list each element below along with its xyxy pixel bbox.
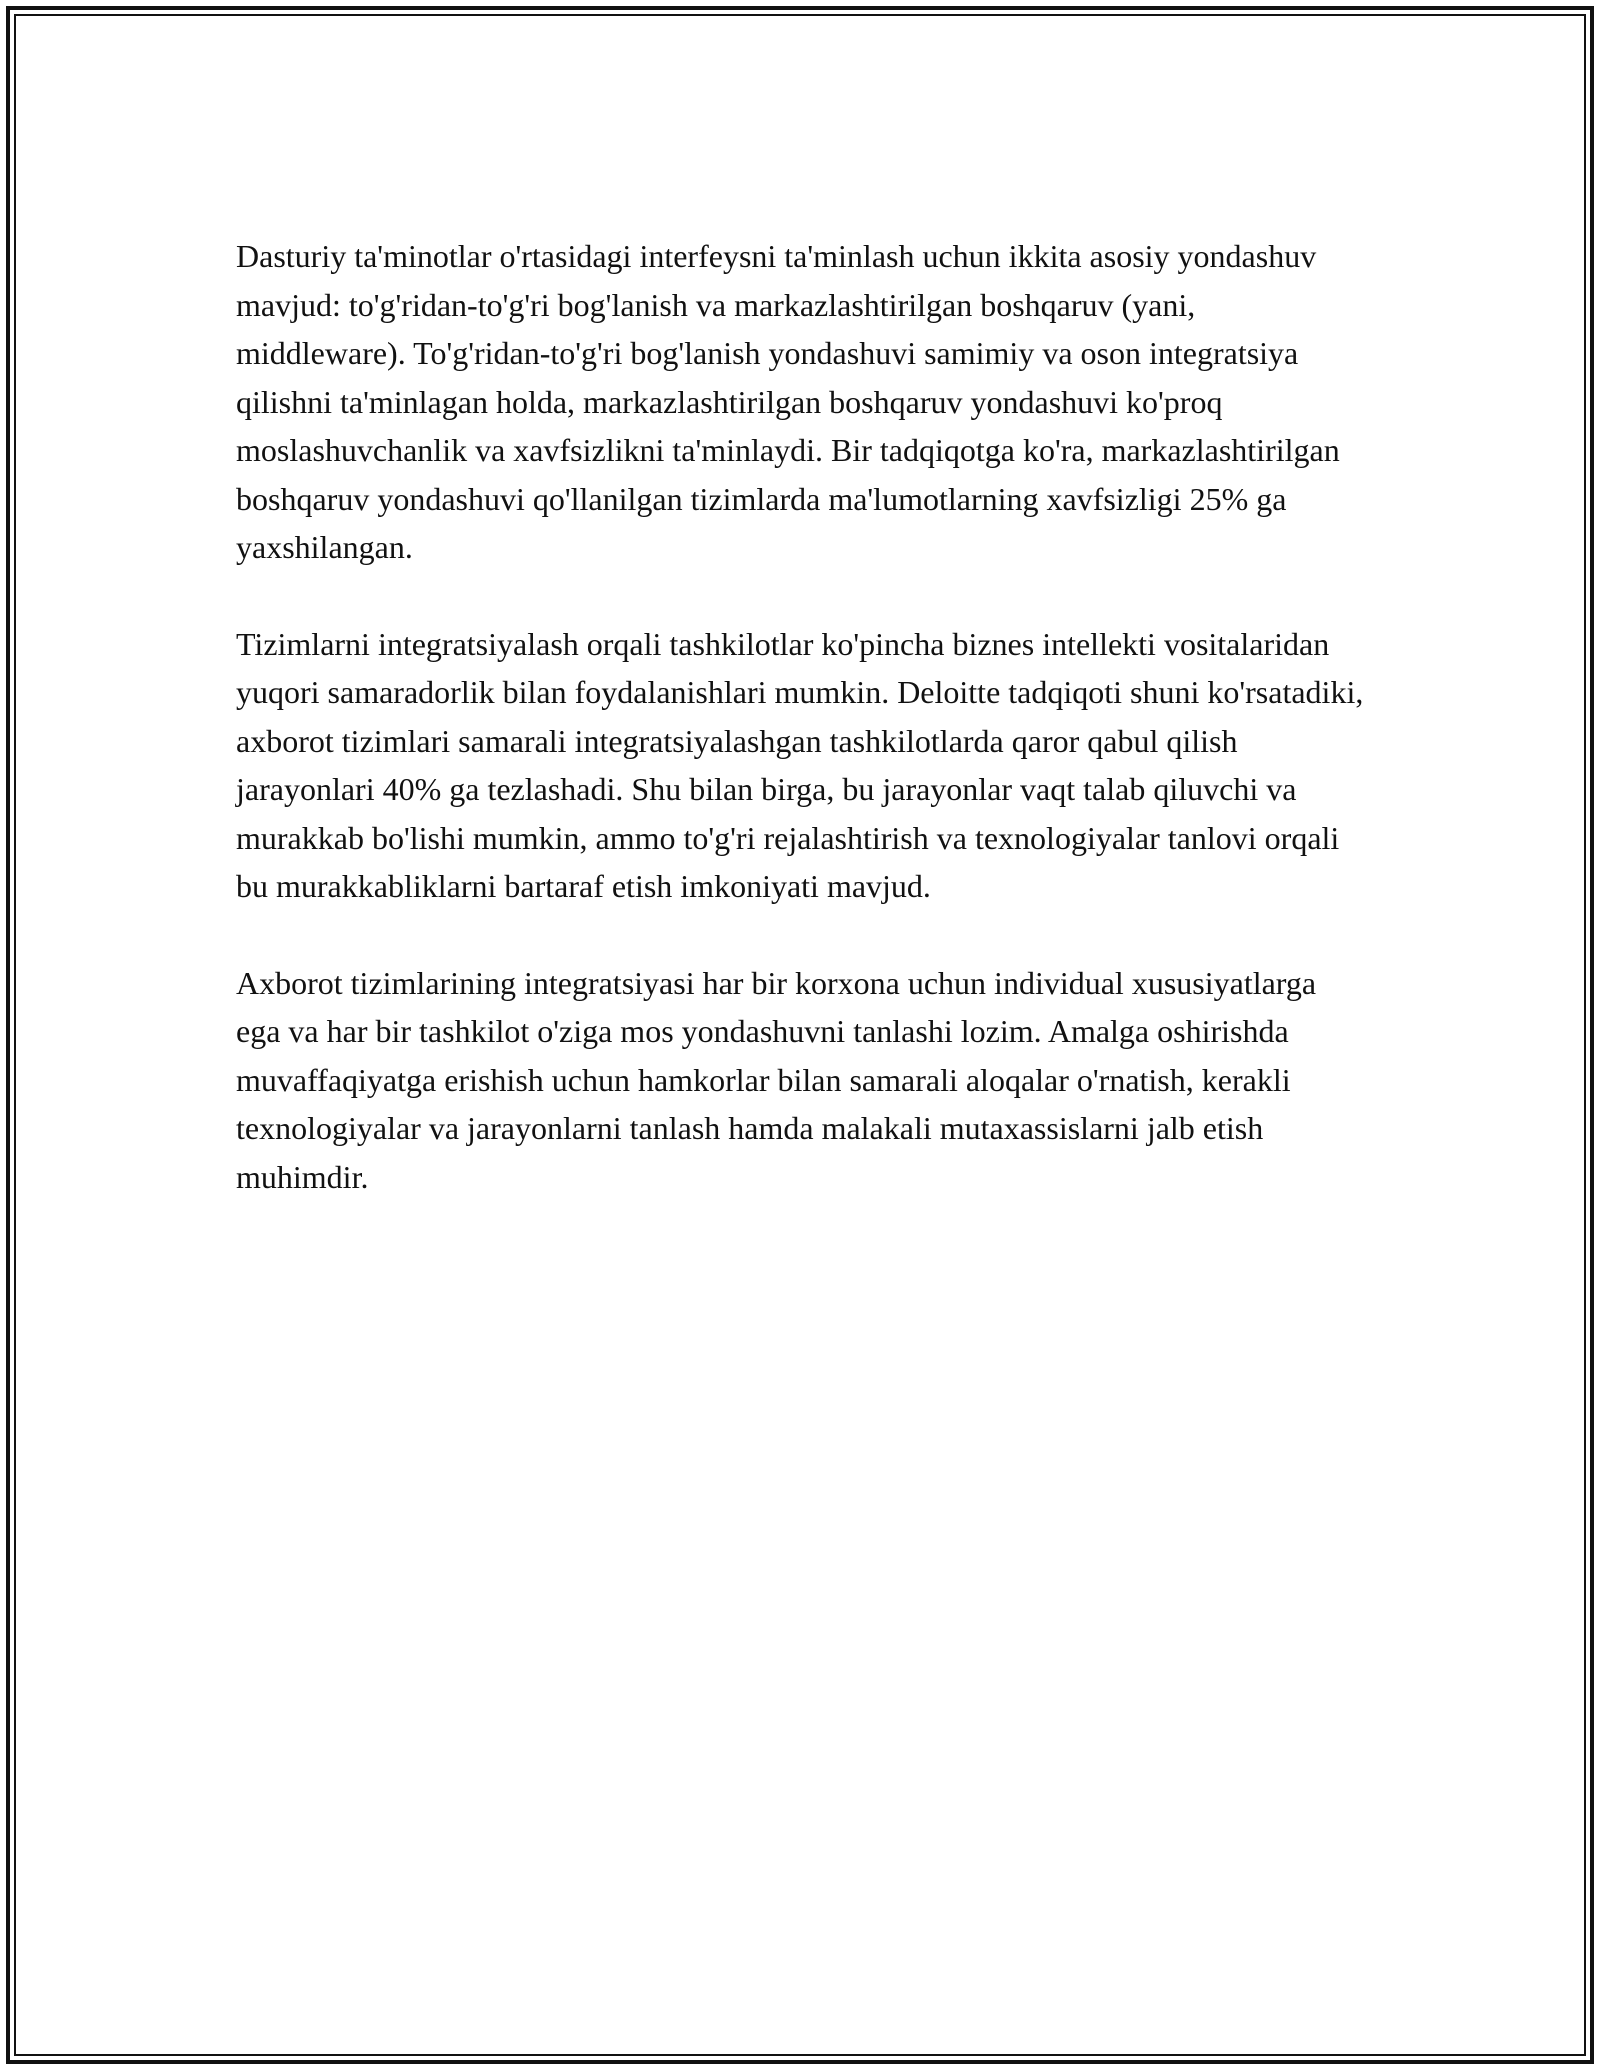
paragraph-individual-approach: Axborot tizimlarining integratsiyasi har bir korxona uchun individual xususiyatlarga ega va har bir tashkilot o'ziga mos yondashuvni tanlashi lozim. Amalga oshirishda muvaffaqiyatga erishish uchun hamkorlar bilan samarali aloqalar o'rnatish, kerakli texnologiyalar va jarayonlarni tanlash hamda malakali mutaxassislarni jalb etish muhimdir.: [236, 964, 1317, 1195]
document-body: [236, 232, 1366, 1249]
paragraph-business-intelligence: Tizimlarni integratsiyalash orqali tashkilotlar ko'pincha biznes intellekti vositalaridan yuqori samaradorlik bilan foydalanishlari mumkin. Deloitte tadqiqoti shuni ko'rsatadiki, axborot tizimlari samarali integratsiyalashgan tashkilotlarda qaror qabul qilish jarayonlari 40% ga tezlashadi. Shu bilan birga, bu jarayonlar vaqt talab qiluvchi va murakkab bo'lishi mumkin, ammo to'g'ri rejalashtirish va texnologiyalar tanlovi orqali bu murakkabliklarni bartaraf etish imkoniyati mavjud.: [236, 625, 1364, 904]
paragraph-interface-approaches: Dasturiy ta'minotlar o'rtasidagi interfeysni ta'minlash uchun ikkita asosiy yondashuv mavjud: to'g'ridan-to'g'ri bog'lanish va markazlashtirilgan boshqaruv (yani, middleware). To'g'ridan-to'g'ri bog'lanish yondashuvi samimiy va oson integratsiya qilishni ta'minlagan holda, markazlashtirilgan boshqaruv yondashuvi ko'proq moslashuvchanlik va xavfsizlikni ta'minlaydi. Bir tadqiqotga ko'ra, markazlashtirilgan boshqaruv yondashuvi qo'llanilgan tizimlarda ma'lumotlarning xavfsizligi 25% ga yaxshilangan.: [236, 238, 1340, 565]
